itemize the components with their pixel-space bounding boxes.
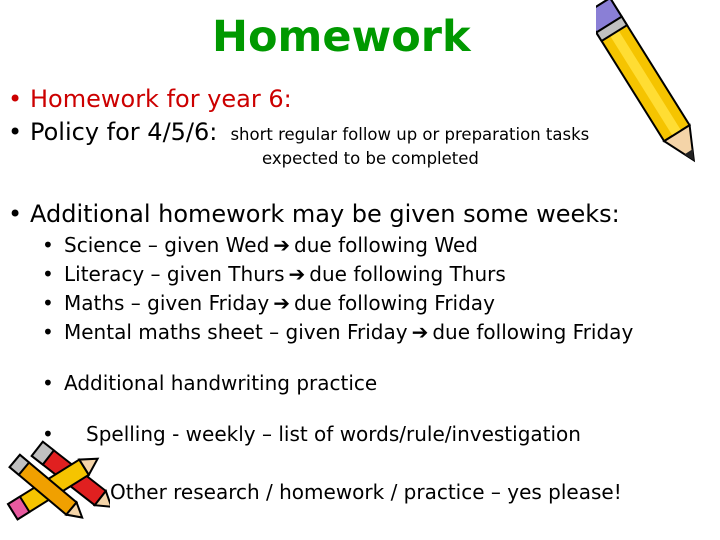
handwriting-text: Additional handwriting practice <box>64 371 378 395</box>
item-right: due following Friday <box>432 320 634 344</box>
bullet-spelling <box>42 424 581 444</box>
arrow-icon: ➔ <box>273 291 290 315</box>
policy-label: Policy for 4/5/6: <box>30 118 218 146</box>
spelling-text: Spelling - weekly – list of words/rule/investigation <box>86 422 581 446</box>
bullet-marker: • <box>42 422 54 446</box>
item-right: due following Friday <box>293 291 495 315</box>
item-left: Mental maths sheet – given Friday <box>64 320 408 344</box>
bullet-marker: • <box>8 85 23 113</box>
policy-text-1: short regular follow up or preparation tasks <box>230 125 590 144</box>
list-item-science <box>42 235 478 255</box>
additional-heading-text: Additional homework may be given some weeks: <box>30 200 620 228</box>
additional-heading <box>8 202 620 226</box>
bullet-marker: • <box>8 200 23 228</box>
bullet-policy <box>8 120 589 144</box>
arrow-icon: ➔ <box>273 233 291 257</box>
bullet-marker: • <box>42 262 54 286</box>
policy-text-2: expected to be completed <box>262 149 479 168</box>
bullet-year6 <box>8 87 292 111</box>
arrow-icon: ➔ <box>411 320 429 344</box>
bullet-handwriting <box>42 373 377 393</box>
bullet-marker: • <box>42 291 54 315</box>
list-item-mental-maths <box>42 322 633 342</box>
item-right: due following Thurs <box>309 262 506 286</box>
item-left: Science – given Wed <box>64 233 270 257</box>
other-text: Other research / homework / practice – yes please! <box>110 480 622 504</box>
bullet-marker: • <box>42 371 54 395</box>
bullet-marker: • <box>42 320 54 344</box>
item-right: due following Wed <box>294 233 478 257</box>
item-left: Literacy – given Thurs <box>64 262 285 286</box>
pencil-icon <box>596 0 706 175</box>
list-item-maths <box>42 293 495 313</box>
bullet-marker: • <box>8 118 23 146</box>
bullet-marker: • <box>42 233 54 257</box>
list-item-literacy <box>42 264 506 284</box>
arrow-icon: ➔ <box>288 262 306 286</box>
slide-title: Homework <box>212 12 471 62</box>
bullet-year6-text: Homework for year 6: <box>30 85 292 113</box>
item-left: Maths – given Friday <box>64 291 270 315</box>
